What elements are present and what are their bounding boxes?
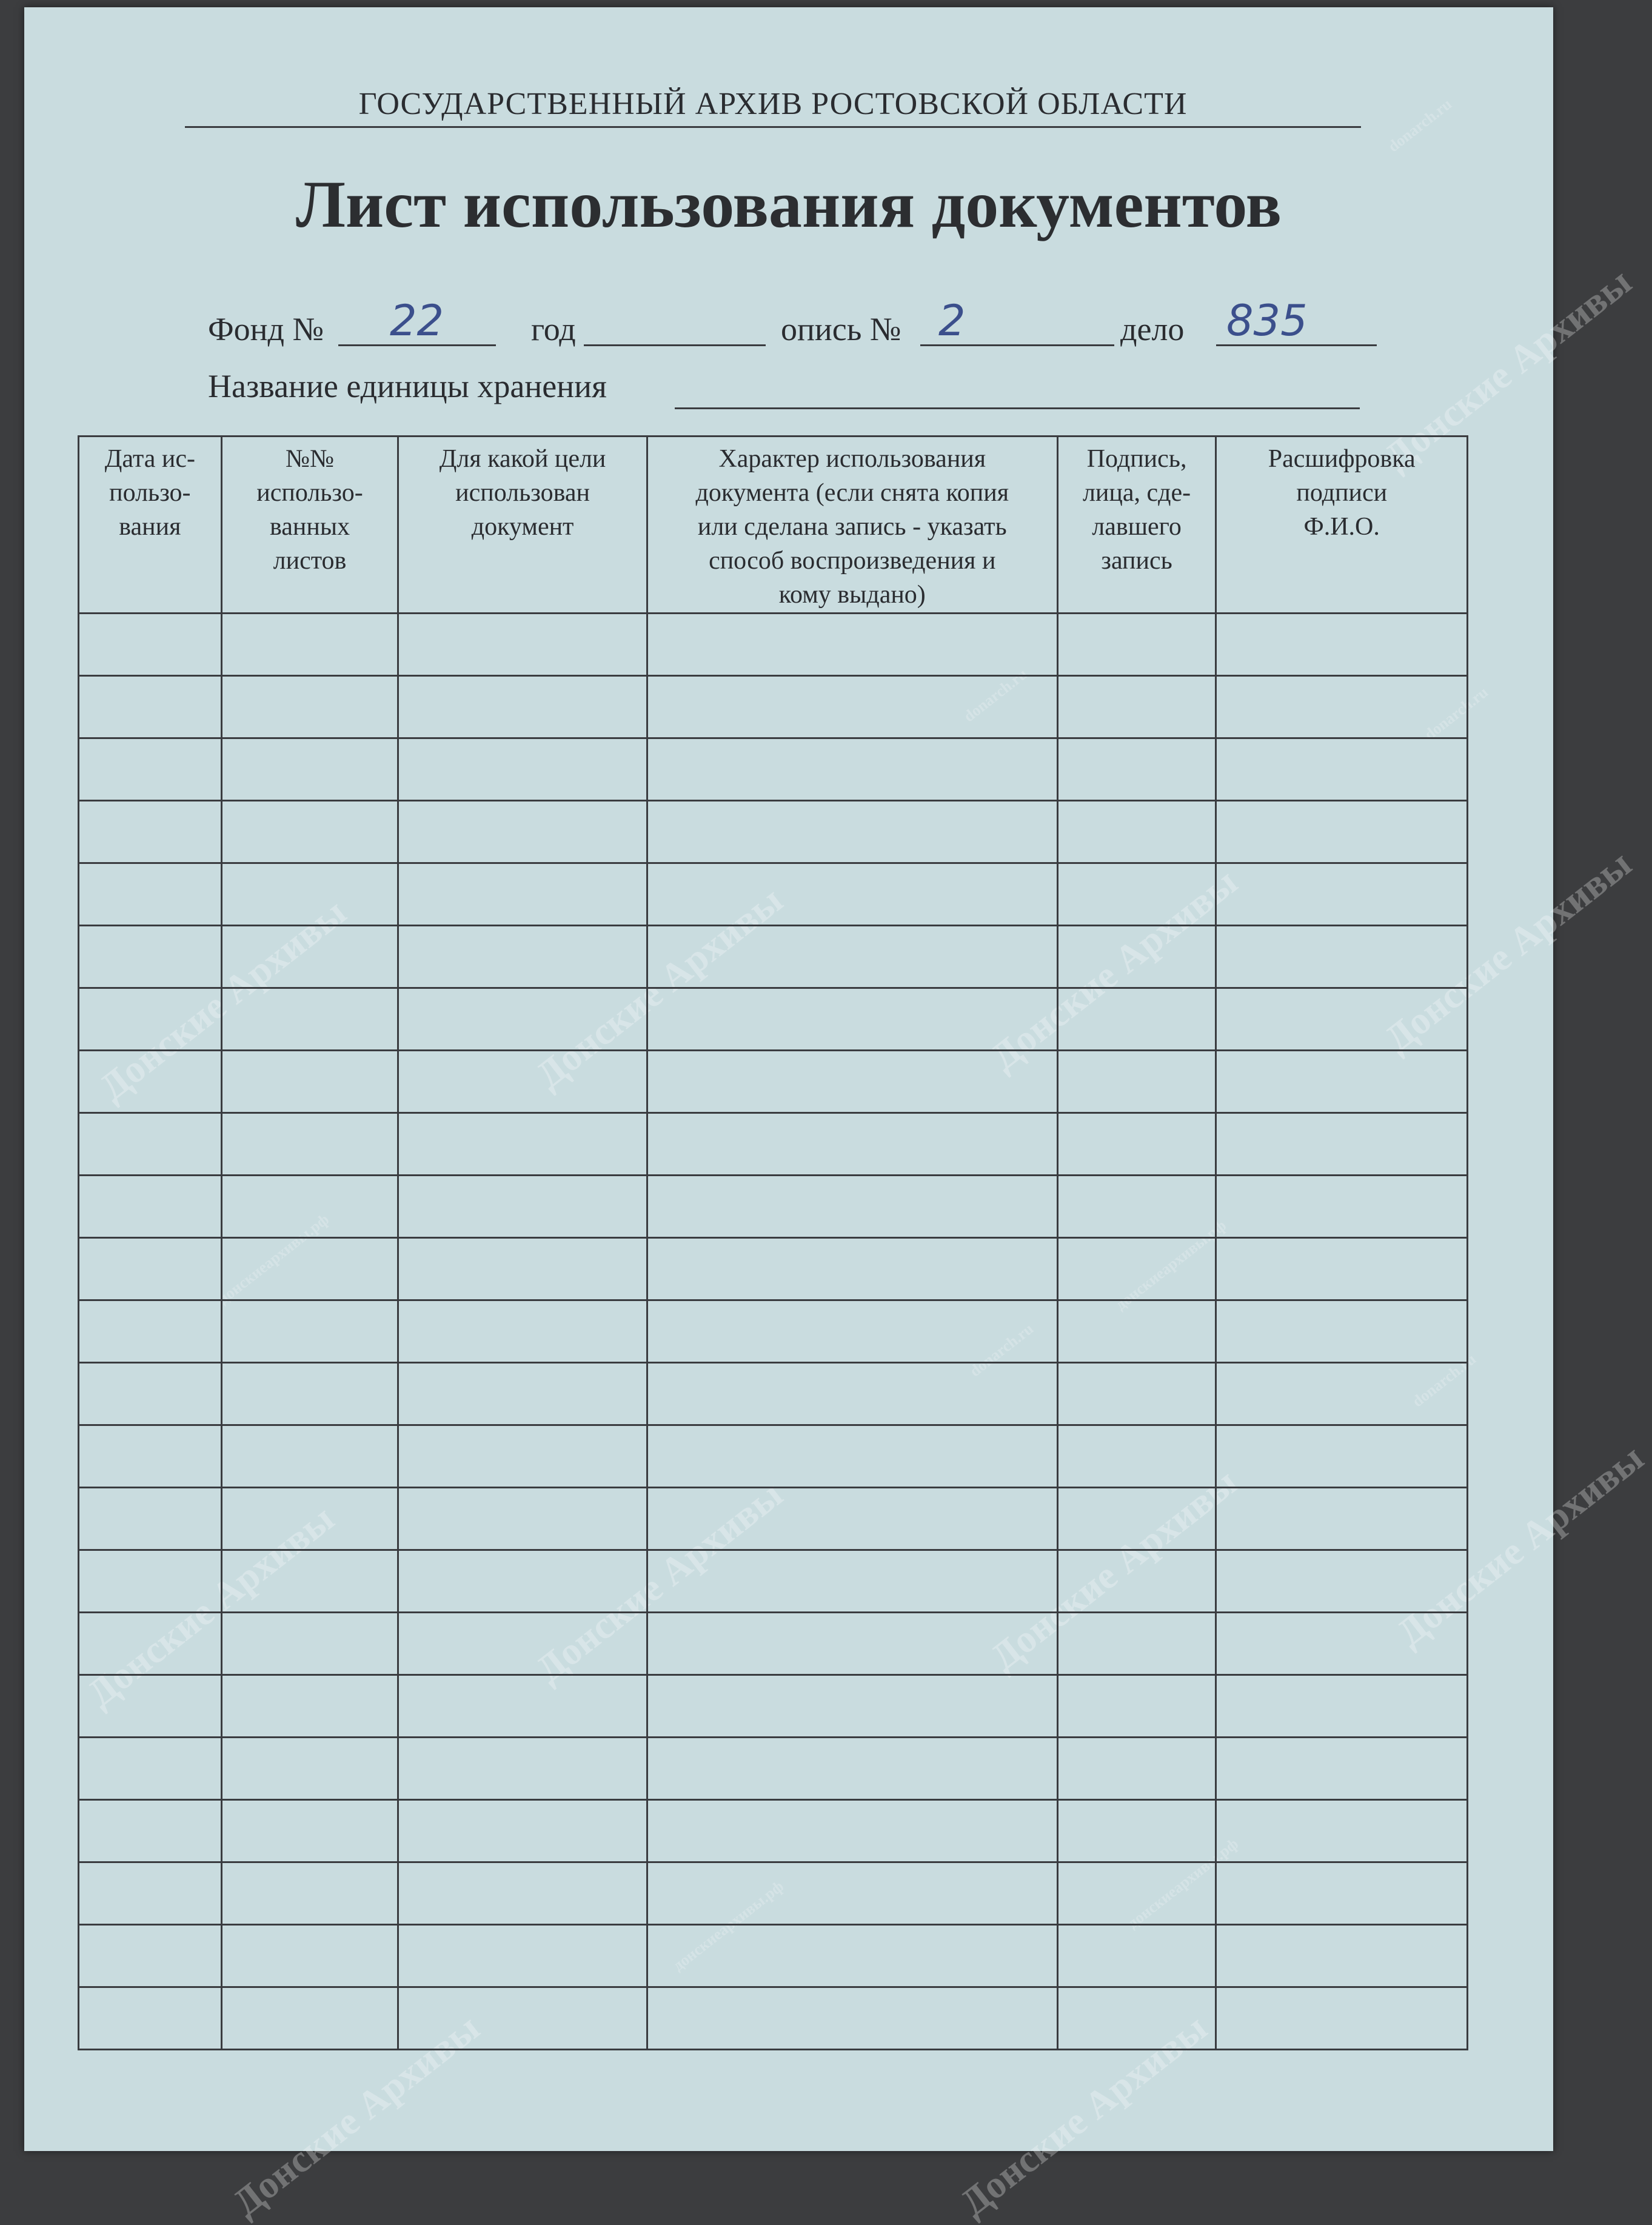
table-cell[interactable] — [1216, 1738, 1468, 1800]
column-header-signature: Подпись, лица, сде- лавшего запись — [1057, 437, 1216, 614]
table-cell[interactable] — [79, 1488, 222, 1550]
table-cell[interactable] — [398, 738, 647, 801]
table-row — [79, 1363, 1468, 1425]
table-cell[interactable] — [647, 863, 1057, 926]
table-cell[interactable] — [647, 1675, 1057, 1738]
table-cell[interactable] — [79, 1238, 222, 1300]
table-cell[interactable] — [647, 1862, 1057, 1925]
table-cell[interactable] — [79, 801, 222, 863]
table-row — [79, 1300, 1468, 1363]
table-cell[interactable] — [1216, 801, 1468, 863]
table-cell[interactable] — [221, 1613, 398, 1675]
table-cell[interactable] — [221, 801, 398, 863]
table-cell[interactable] — [1057, 1113, 1216, 1176]
table-cell[interactable] — [79, 1675, 222, 1738]
watermark-url: donarch.ru — [966, 1319, 1037, 1380]
table-cell[interactable] — [398, 1675, 647, 1738]
table-cell[interactable] — [1057, 1925, 1216, 1987]
table-cell[interactable] — [398, 1425, 647, 1488]
table-cell[interactable] — [1057, 1238, 1216, 1300]
table-cell[interactable] — [398, 1987, 647, 2050]
table-cell[interactable] — [647, 1425, 1057, 1488]
table-cell[interactable] — [1057, 1300, 1216, 1363]
table-cell[interactable] — [1216, 1363, 1468, 1425]
table-cell[interactable] — [221, 1550, 398, 1613]
table-cell[interactable] — [1057, 926, 1216, 988]
table-cell[interactable] — [1057, 1425, 1216, 1488]
table-cell[interactable] — [647, 1176, 1057, 1238]
table-cell[interactable] — [398, 676, 647, 738]
watermark-url: донскиеархивы.рф — [669, 1877, 787, 1975]
table-row — [79, 1176, 1468, 1238]
table-cell[interactable] — [1216, 1113, 1468, 1176]
table-cell[interactable] — [1216, 988, 1468, 1051]
table-cell[interactable] — [398, 1550, 647, 1613]
table-cell[interactable] — [1057, 1675, 1216, 1738]
watermark-url: donarch.ru — [960, 664, 1031, 726]
table-cell[interactable] — [221, 1862, 398, 1925]
table-cell[interactable] — [1057, 1051, 1216, 1113]
table-cell[interactable] — [647, 801, 1057, 863]
watermark-text: Донские Архивы — [1376, 259, 1639, 478]
fond-label: Фонд № — [208, 311, 324, 347]
watermark-url: donarch.ru — [1420, 683, 1491, 744]
table-cell[interactable] — [221, 1675, 398, 1738]
table-row — [79, 1613, 1468, 1675]
table-row — [79, 1862, 1468, 1925]
table-row — [79, 1550, 1468, 1613]
table-cell[interactable] — [398, 1800, 647, 1862]
table-cell[interactable] — [221, 738, 398, 801]
delo-label: дело — [1120, 311, 1185, 347]
table-cell[interactable] — [647, 738, 1057, 801]
watermark-text: Донские Архивы — [1376, 841, 1639, 1060]
table-cell[interactable] — [1057, 801, 1216, 863]
watermark-text: Донские Архивы — [982, 1460, 1245, 1679]
table-cell[interactable] — [221, 1488, 398, 1550]
table-cell[interactable] — [221, 863, 398, 926]
table-cell[interactable] — [647, 1550, 1057, 1613]
watermark-text: Донские Архивы — [527, 1472, 791, 1691]
delo-value: 835 — [1226, 296, 1308, 346]
watermark-text: Донские Архивы — [224, 2006, 487, 2224]
table-cell[interactable] — [647, 988, 1057, 1051]
table-cell[interactable] — [1216, 1176, 1468, 1238]
table-cell[interactable] — [398, 1363, 647, 1425]
watermark-url: donarch.ru — [1408, 1350, 1479, 1411]
table-cell[interactable] — [647, 1300, 1057, 1363]
table-cell[interactable] — [79, 1425, 222, 1488]
table-cell[interactable] — [221, 1176, 398, 1238]
archive-underline — [185, 126, 1361, 128]
table-cell[interactable] — [1216, 926, 1468, 988]
table-cell[interactable] — [79, 1987, 222, 2050]
table-cell[interactable] — [1216, 1862, 1468, 1925]
table-cell[interactable] — [221, 1738, 398, 1800]
table-cell[interactable] — [398, 1113, 647, 1176]
table-cell[interactable] — [647, 614, 1057, 676]
page-title: Лист использования документов — [295, 167, 1282, 241]
table-cell[interactable] — [647, 1800, 1057, 1862]
table-cell[interactable] — [1216, 738, 1468, 801]
table-cell[interactable] — [647, 1613, 1057, 1675]
column-header-sheets: №№ использо- ванных листов — [221, 437, 398, 614]
table-cell[interactable] — [1057, 1987, 1216, 2050]
table-cell[interactable] — [398, 1238, 647, 1300]
table-cell[interactable] — [1057, 863, 1216, 926]
table-cell[interactable] — [221, 1300, 398, 1363]
table-row — [79, 1675, 1468, 1738]
table-cell[interactable] — [398, 1925, 647, 1987]
table-cell[interactable] — [1216, 863, 1468, 926]
table-cell[interactable] — [221, 926, 398, 988]
table-cell[interactable] — [221, 1238, 398, 1300]
table-row — [79, 1800, 1468, 1862]
case-fields-row — [208, 298, 1360, 347]
table-cell[interactable] — [221, 1425, 398, 1488]
table-cell[interactable] — [79, 1363, 222, 1425]
table-row — [79, 738, 1468, 801]
opis-label: опись № — [781, 311, 901, 347]
table-cell[interactable] — [647, 1113, 1057, 1176]
table-cell[interactable] — [1216, 1238, 1468, 1300]
table-cell[interactable] — [1216, 1800, 1468, 1862]
table-cell[interactable] — [398, 1051, 647, 1113]
table-cell[interactable] — [221, 1925, 398, 1987]
table-cell[interactable] — [1216, 676, 1468, 738]
table-cell[interactable] — [79, 863, 222, 926]
table-cell[interactable] — [398, 863, 647, 926]
table-cell[interactable] — [79, 614, 222, 676]
table-cell[interactable] — [79, 1613, 222, 1675]
column-header-date: Дата ис- пользо- вания — [79, 437, 222, 614]
table-cell[interactable] — [647, 676, 1057, 738]
table-cell[interactable] — [398, 988, 647, 1051]
table-cell[interactable] — [79, 738, 222, 801]
table-cell[interactable] — [221, 1987, 398, 2050]
fond-value: 22 — [390, 296, 444, 346]
table-cell[interactable] — [398, 1613, 647, 1675]
watermark-text: Донские Архивы — [91, 890, 354, 1109]
table-cell[interactable] — [221, 1113, 398, 1176]
table-cell[interactable] — [1057, 1176, 1216, 1238]
watermark-text: Донские Архивы — [982, 860, 1245, 1079]
table-row — [79, 676, 1468, 738]
table-cell[interactable] — [398, 1176, 647, 1238]
table-cell[interactable] — [79, 1738, 222, 1800]
table-cell[interactable] — [221, 1051, 398, 1113]
table-row — [79, 801, 1468, 863]
table-cell[interactable] — [79, 1176, 222, 1238]
table-cell[interactable] — [1057, 1862, 1216, 1925]
table-cell[interactable] — [221, 988, 398, 1051]
table-cell[interactable] — [79, 1113, 222, 1176]
watermark-url: донскиеархивы.рф — [1112, 1216, 1229, 1314]
table-cell[interactable] — [647, 1238, 1057, 1300]
watermark-url: донскиеархивы.рф — [1124, 1835, 1242, 1932]
table-cell[interactable] — [1057, 1363, 1216, 1425]
table-cell[interactable] — [647, 1051, 1057, 1113]
table-cell[interactable] — [1057, 1800, 1216, 1862]
table-row — [79, 1925, 1468, 1987]
table-cell[interactable] — [79, 926, 222, 988]
table-header-row — [79, 437, 1468, 614]
table-cell[interactable] — [79, 1300, 222, 1363]
table-cell[interactable] — [1216, 1051, 1468, 1113]
table-cell[interactable] — [221, 614, 398, 676]
table-cell[interactable] — [398, 801, 647, 863]
table-cell[interactable] — [1216, 1300, 1468, 1363]
table-row — [79, 988, 1468, 1051]
table-cell[interactable] — [79, 1925, 222, 1987]
table-cell[interactable] — [1216, 614, 1468, 676]
table-row — [79, 1987, 1468, 2050]
year-label: год — [531, 311, 576, 347]
opis-value: 2 — [938, 296, 966, 346]
table-row — [79, 1425, 1468, 1488]
table-cell[interactable] — [398, 926, 647, 988]
table-cell[interactable] — [1057, 1550, 1216, 1613]
table-cell[interactable] — [647, 1488, 1057, 1550]
table-cell[interactable] — [1216, 1987, 1468, 2050]
table-cell[interactable] — [79, 1862, 222, 1925]
unit-name-field[interactable] — [675, 407, 1360, 409]
watermark-url: donarch.ru — [1384, 95, 1455, 156]
table-row — [79, 926, 1468, 988]
table-cell[interactable] — [398, 614, 647, 676]
usage-table — [78, 435, 1468, 2050]
table-row — [79, 863, 1468, 926]
column-header-signature-name: Расшифровка подписи Ф.И.О. — [1216, 437, 1468, 614]
table-cell[interactable] — [398, 1300, 647, 1363]
column-header-usage-character: Характер использования документа (если снята копия или сделана запись - указать способ воспроизведения и кому выдано) — [647, 437, 1057, 614]
table-cell[interactable] — [1057, 1613, 1216, 1675]
table-row — [79, 1738, 1468, 1800]
table-body — [79, 614, 1468, 2050]
table-cell[interactable] — [221, 1363, 398, 1425]
table-cell[interactable] — [647, 926, 1057, 988]
table-cell[interactable] — [1216, 1613, 1468, 1675]
watermark-text: Донские Архивы — [527, 878, 791, 1097]
table-row — [79, 1488, 1468, 1550]
document-sheet — [24, 7, 1651, 2224]
unit-name-label: Название единицы хранения — [208, 368, 607, 404]
table-cell[interactable] — [1216, 1675, 1468, 1738]
table-cell[interactable] — [647, 1363, 1057, 1425]
table-cell[interactable] — [1216, 1488, 1468, 1550]
table-cell[interactable] — [1057, 1488, 1216, 1550]
table-cell[interactable] — [647, 1925, 1057, 1987]
table-cell[interactable] — [79, 1800, 222, 1862]
table-cell[interactable] — [647, 1987, 1057, 2050]
table-row — [79, 1113, 1468, 1176]
table-row — [79, 614, 1468, 676]
column-header-purpose: Для какой цели использован документ — [398, 437, 647, 614]
table-cell[interactable] — [1057, 1738, 1216, 1800]
archive-name: ГОСУДАРСТВЕННЫЙ АРХИВ РОСТОВСКОЙ ОБЛАСТИ — [358, 87, 1188, 121]
table-row — [79, 1051, 1468, 1113]
watermark-url: донскиеархивы.рф — [215, 1210, 332, 1308]
table-cell[interactable] — [1057, 988, 1216, 1051]
table-cell[interactable] — [221, 1800, 398, 1862]
table-cell[interactable] — [398, 1862, 647, 1925]
table-cell[interactable] — [1216, 1550, 1468, 1613]
table-cell[interactable] — [1057, 614, 1216, 676]
table-cell[interactable] — [79, 988, 222, 1051]
table-cell[interactable] — [221, 676, 398, 738]
table-cell[interactable] — [647, 1738, 1057, 1800]
table-cell[interactable] — [1057, 676, 1216, 738]
table-cell[interactable] — [398, 1488, 647, 1550]
watermark-text: Донские Архивы — [79, 1496, 342, 1715]
table-cell[interactable] — [1057, 738, 1216, 801]
table-cell[interactable] — [1216, 1425, 1468, 1488]
table-cell[interactable] — [79, 1051, 222, 1113]
table-cell[interactable] — [79, 1550, 222, 1613]
table-cell[interactable] — [398, 1738, 647, 1800]
table-cell[interactable] — [79, 676, 222, 738]
year-field[interactable] — [584, 344, 766, 346]
table-row — [79, 1238, 1468, 1300]
table-cell[interactable] — [1216, 1925, 1468, 1987]
watermark-text: Донские Архивы — [952, 2006, 1215, 2224]
watermark-text: Донские Архивы — [1388, 1436, 1651, 1655]
